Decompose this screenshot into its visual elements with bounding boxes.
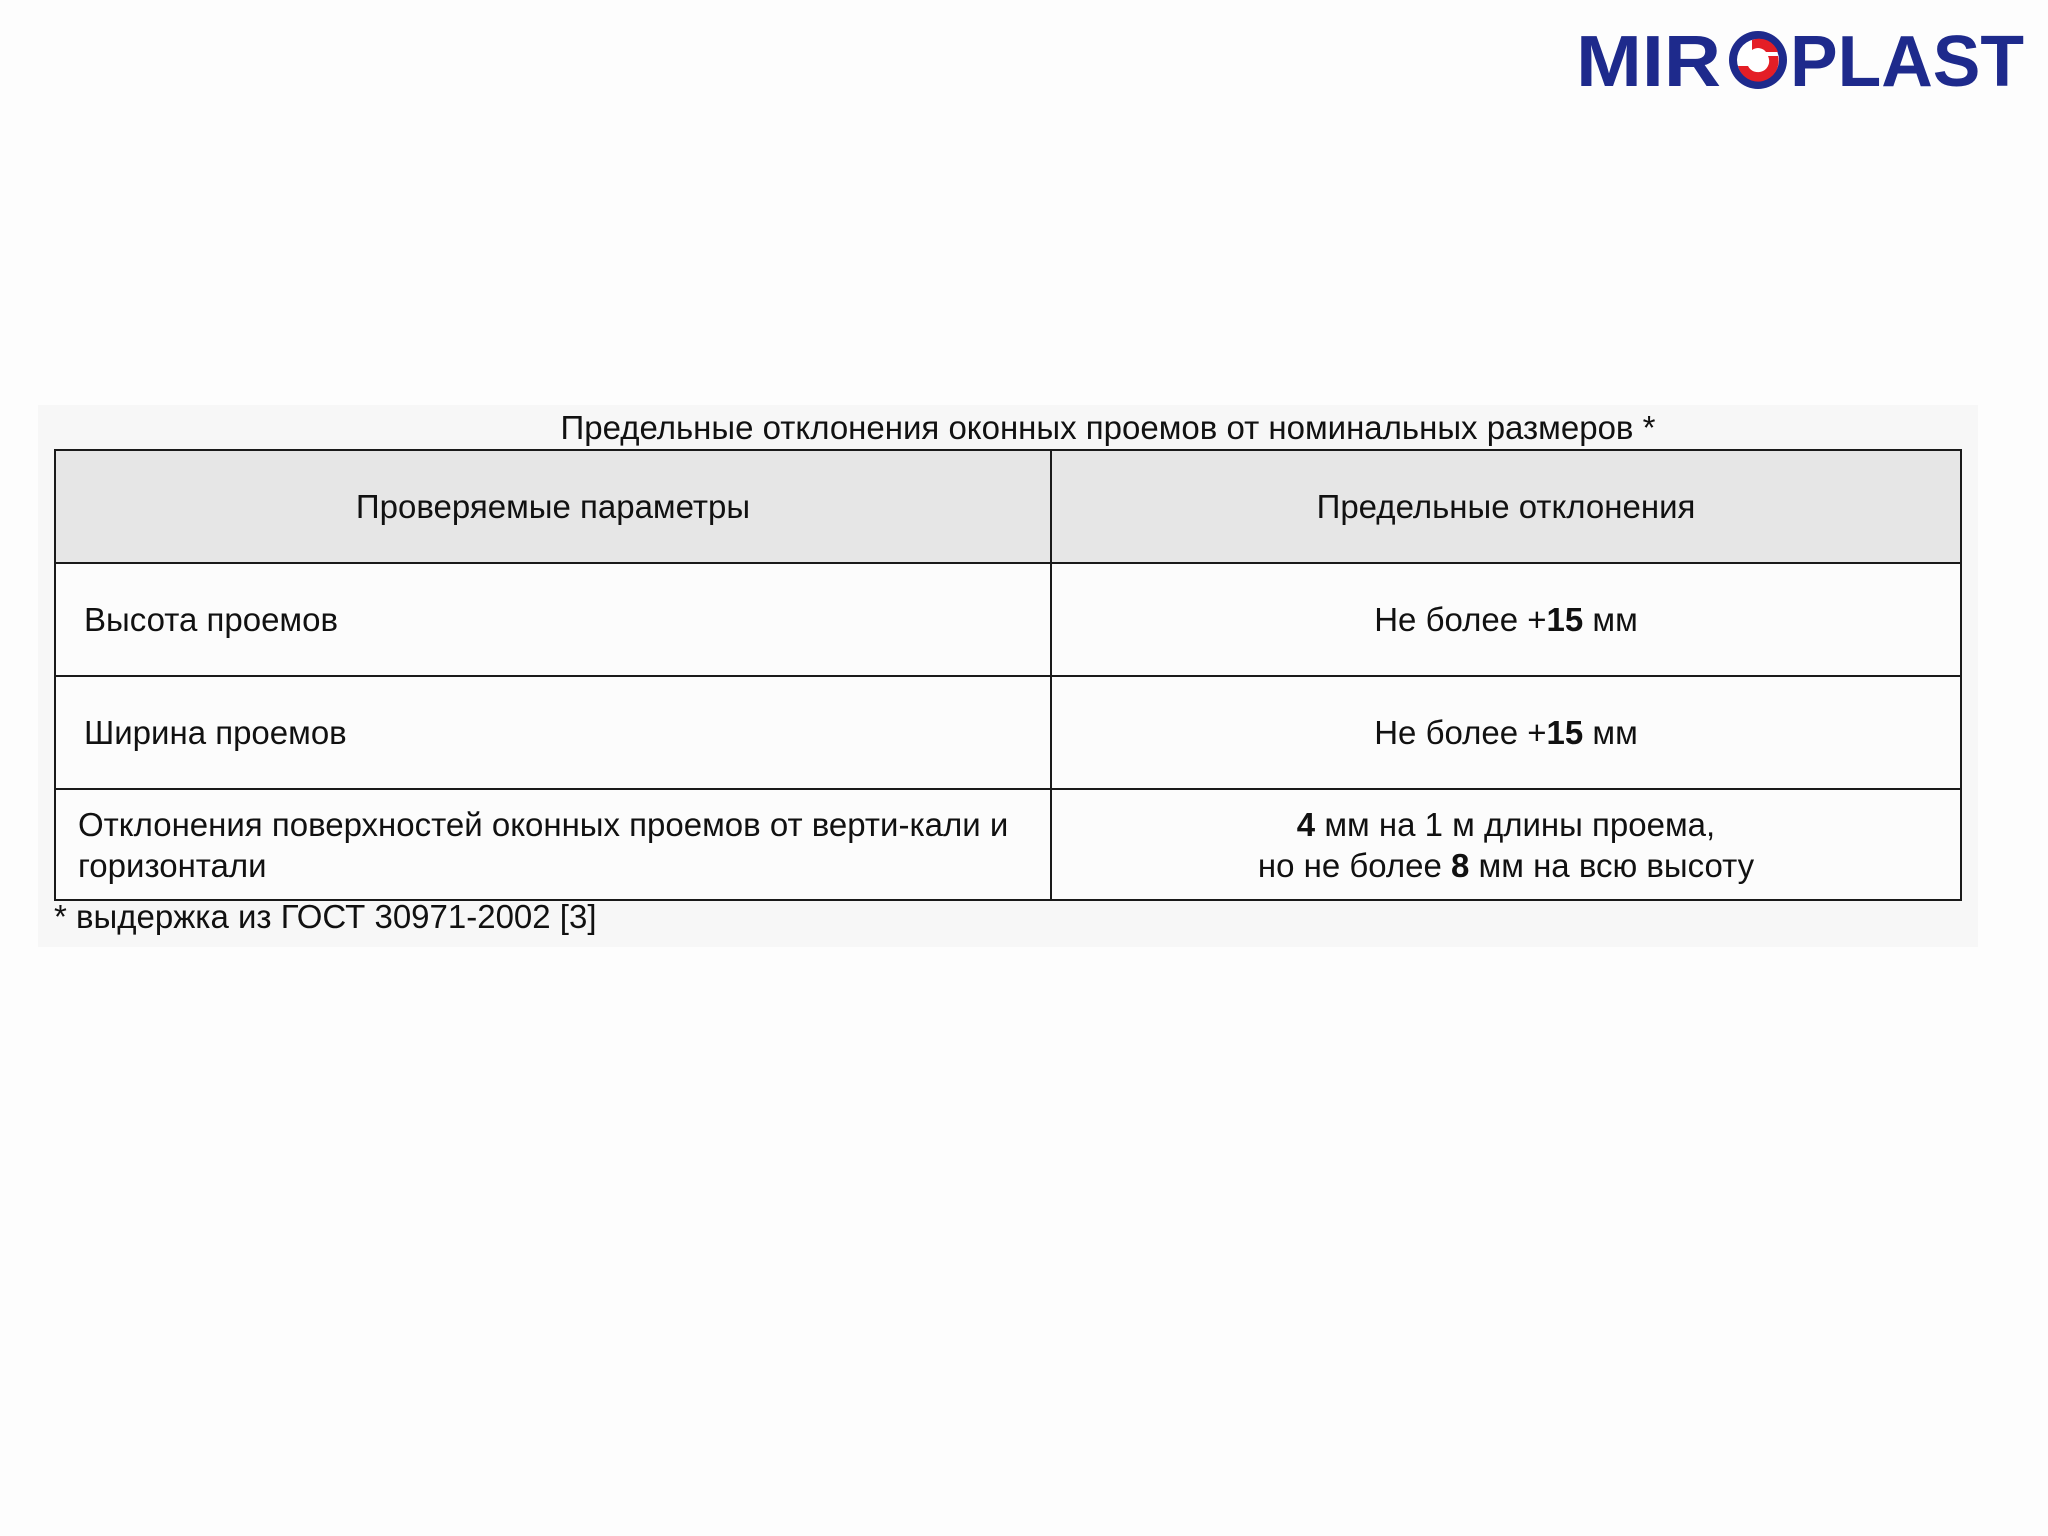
footnote: * выдержка из ГОСТ 30971-2002 [3] [54, 898, 597, 935]
value-text: мм на всю высоту [1469, 846, 1755, 884]
value-text: мм на 1 м длины проема, [1315, 805, 1716, 843]
value-unit: мм [1583, 600, 1638, 638]
table-row [55, 789, 1961, 900]
logo-text-plast: PLAST [1790, 26, 2025, 92]
value-number: 15 [1546, 600, 1584, 638]
miroplast-logo [1576, 26, 2026, 92]
logo-o-emblem [1729, 31, 1787, 89]
value-text: Не более + [1374, 713, 1547, 751]
value-number: 15 [1546, 713, 1584, 751]
value-line-1 [1052, 804, 1960, 845]
param-cell: Высота проемов [55, 563, 1051, 676]
tolerance-table [54, 449, 1962, 901]
value-number: 8 [1451, 846, 1470, 884]
table-header-row [55, 450, 1961, 563]
value-number: 4 [1296, 805, 1316, 843]
value-line-2 [1052, 845, 1960, 886]
table-row [55, 676, 1961, 789]
logo-text-mir: MIR [1576, 26, 1721, 92]
value-text: но не более [1257, 846, 1451, 884]
value-cell [1051, 789, 1961, 900]
header-deviations: Предельные отклонения [1051, 450, 1961, 563]
value-text: Не более + [1374, 600, 1547, 638]
header-parameters: Проверяемые параметры [55, 450, 1051, 563]
value-cell [1051, 676, 1961, 789]
value-unit: мм [1583, 713, 1638, 751]
param-cell: Отклонения поверхностей оконных проемов от верти-кали и горизонтали [55, 789, 1051, 900]
param-cell: Ширина проемов [55, 676, 1051, 789]
value-cell [1051, 563, 1961, 676]
table-row [55, 563, 1961, 676]
table-caption: Предельные отклонения оконных проемов от номинальных размеров * [560, 409, 1656, 446]
